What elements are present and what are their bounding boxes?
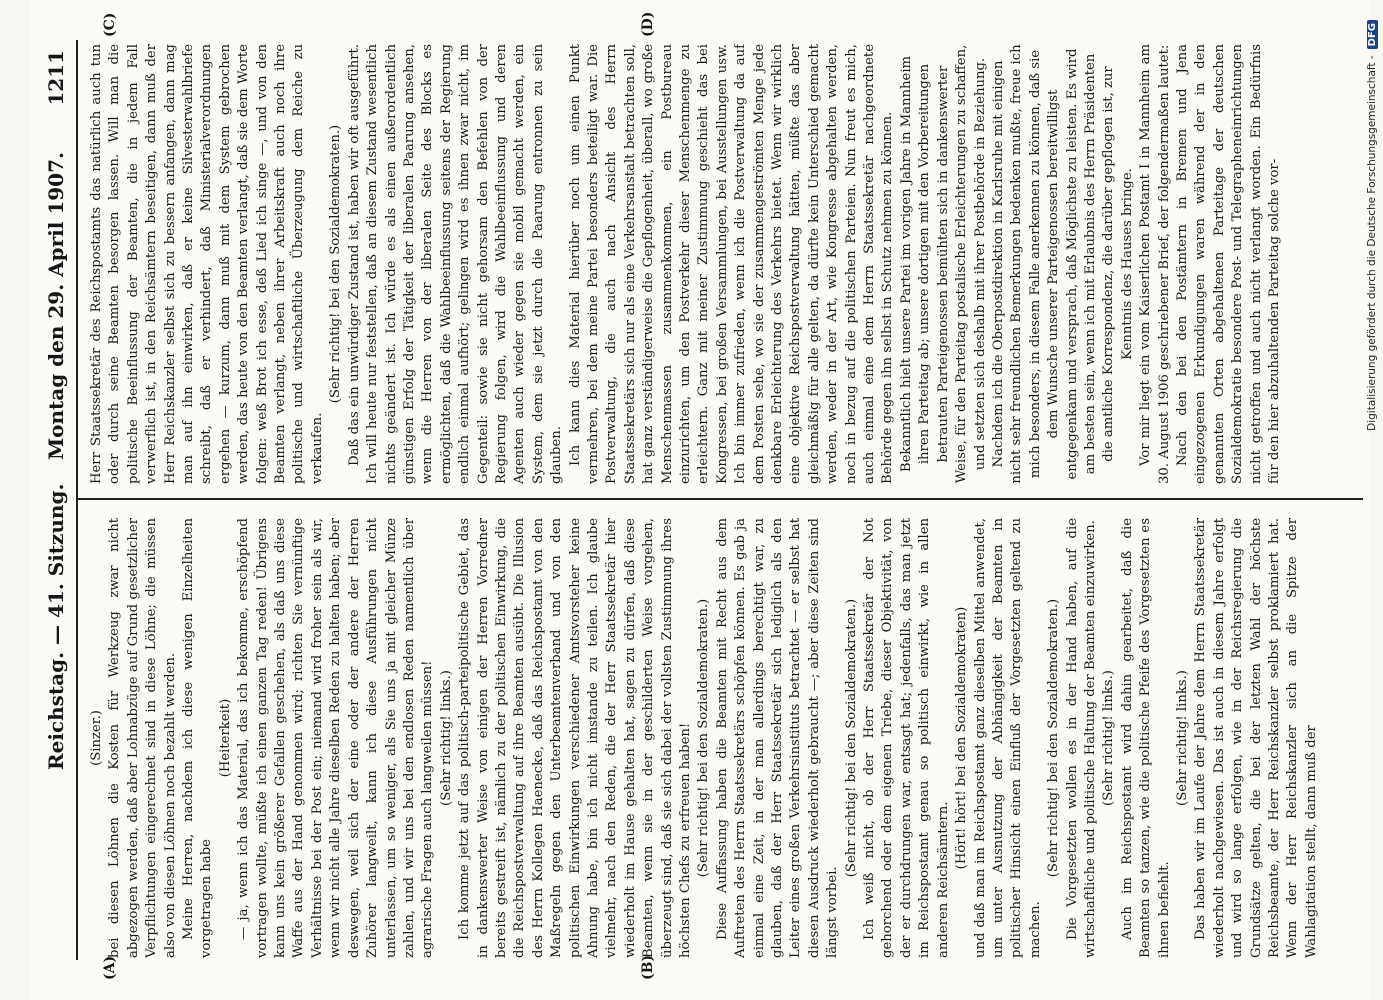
interjection: (Sinzer.): [89, 710, 104, 766]
running-head-right: Montag den 29. April 1907.: [44, 152, 68, 460]
paragraph: Herr Staatssekretär des Reichspostamts das natürlich auch tun oder durch seine Beamten besorgen lassen. Will man die politische Beeinflussung der Beamten, die in jedem Fall verwerflich ist, in den Reichsämtern beseitigen, dann muß der Herr Reichskanzler selbst sich zu bessern anfangen, dann mag man auf ihn einwirken, daß er keine Silvesterwahlbriefe schreibt, daß er verhindert, daß Ministerialverordnungen ergehen — kurzum, dann muß mit dem System gebrochen werden, das heute von den Beamten verlangt, daß sie dem Worte folgen: weß Brot ich esse, deß Lied ich singe —, und von den Beamten verlangt, neben ihrer Arbeitskraft auch noch ihre politische und wirtschaftliche Überzeugung dem Reiche zu verkaufen.: [89, 44, 325, 484]
right-column: [88, 44, 1358, 484]
running-head-left: Reichstag. — 41. Sitzung.: [44, 483, 68, 770]
margin-marker-d: (D): [640, 11, 656, 37]
interjection: (Hört! hört! bei den Sozialdemokraten): [954, 606, 970, 870]
paragraph: und daß man im Reichspostamt ganz dieselben Mittel anwendet, um unter Ausnutzung der Abhängigkeit der Beamten in politischer Hinsicht einen Einfluß der Vorgesetzten geltend zu machen.: [972, 518, 1043, 958]
interjection: (Sehr richtig! links.): [438, 670, 454, 806]
paragraph: Meine Herren, nachdem ich diese wenigen Einzelheiten vorgetragen habe: [181, 518, 215, 958]
paragraph: Auch im Reichspostamt wird dahin gearbeitet, daß die Beamten so tanzen, wie die politische Pfeife des Vorgesetzten es ihnen befiehlt.: [1119, 518, 1172, 958]
paragraph: Die Vorgesetzten wollen es in der Hand haben, auf die wirtschaftliche und politische Haltung der Beamten einzuwirken.: [1064, 518, 1098, 958]
paragraph: — ja, wenn ich das Material, das ich bekomme, erschöpfend vortragen wollte, müßte ich einen ganzen Tag reden! Übrigens kann uns kein größerer Gefallen geschehen, als daß uns diese Waffe aus der Hand genommen wird; richten Sie vernünftige Verhältnisse bei der Post ein; niemand wird froher sein als wir, wenn wir nicht alle Jahre dieselben Reden zu halten haben; aber deswegen, weil sich der eine oder der andere der Herren Zuhörer langweilt, kann ich diese Ausführungen nicht unterlassen, um so weniger, als Sie uns ja mit gleicher Münze zahlen, und wir uns bei den endlosen Reden namentlich über agrarische Fragen auch langweilen müssen!: [236, 518, 436, 958]
dfg-logo: DFG: [1367, 20, 1378, 49]
paragraph: Ich weiß nicht, ob der Herr Staatssekretär der Not gehorchend oder dem eigenen Triebe, dieser Objektivität, von der er durchdrungen war, entsagt hat; jedenfalls, das man jetzt im Reichspostamt genau so politisch einwirkt, wie in allen anderen Reichsämtern.: [862, 518, 951, 958]
interjection: (Sehr richtig! bei den Sozialdemokraten.): [1046, 598, 1062, 878]
interjection: (Heiterkeit): [217, 698, 233, 778]
header-rule: [76, 40, 78, 960]
margin-marker-a: (A): [102, 955, 118, 980]
paragraph: Vor mir liegt ein vom Kaiserlichen Postamt I in Mannheim am 30. August 1906 geschriebener Brief, der folgendermaßen lautet:: [1138, 44, 1172, 484]
interjection: Bekanntlich hielt unsere Partei im vorigen Jahre in Mannheim ihren Parteitag ab; unsere dortigen mit den Vorbereitungen betrauten Parteigenossen bemühten sich in dankenswerter Weise, für den Parteitag postalische Erleichterungen zu schaffen, und setzten sich deshalb mit ihrer Postbehörde in Beziehung. Nachdem ich die Oberpostdirektion in Karlsruhe mit einigen nicht sehr freundlichen Bemerkungen bedenken mußte, freue ich mich besonders, in diesem Falle anerkennen zu können, daß sie dem Wunsche unserer Parteigenossen bereitwilligst entgegenkam und versprach, daß Möglichste zu leisten. Es wird am besten sein, wenn ich mit Erlaubnis des Herrn Präsidenten die amtliche Korrespondenz, die darüber gepflogen ist, zur Kenntnis des Hauses bringe.: [898, 44, 1135, 484]
paragraph: Nach den bei den Postämtern in Bremen und Jena eingezogenen Erkundigungen waren während der in den genannten Orten abgehaltenen Parteitage der deutschen Sozialdemokratie besondere Post- und Telegrapheneinrichtungen nicht getroffen und auch nicht verlangt worden. Ein Bedürfnis für den hier abzuhaltenden Parteitag solche vor-: [1174, 44, 1282, 484]
paragraph: Daß das ein unwürdiger Zustand ist, haben wir oft ausgeführt. Ich will heute nur feststellen, daß an diesem Zustand wesentlich nichts geändert ist. Ich würde es als einen außerordentlich günstigen Erfolg der Tätigkeit der liberalen Paarung ansehen, wenn die Herren von der liberalen Seite des Blocks es ermöglichten, daß die Wahlbeeinflussung seitens der Regierung endlich einmal aufhört; gelingen wird es ihnen zwar nicht, im Gegenteil: sowie sie nicht gehorsam den Befehlen von der Regierung folgen, wird die Wahlbeeinflussung und deren Agenten auch wieder gegen sie mobil gemacht werden, ein System, dem sie jetzt durch die Paarung entronnen zu sein glauben.: [346, 44, 565, 484]
margin-marker-c: (C): [102, 12, 118, 37]
interjection: (Sehr richtig! links.): [1101, 670, 1117, 806]
interjection: (Sehr richtig! links.): [1174, 670, 1190, 806]
document-page: [30, 0, 1370, 1000]
paragraph: Das haben wir im Laufe der Jahre dem Herrn Staatssekretär wiederholt nachgewiesen. Das ist auch in diesem Jahre erfolgt und wird so lange erfolgen, wie in der Reichsregierung die Grundsätze gelten, die bei der letzten Wahl der höchste Reichsbeamte, der Herr Reichskanzler selbst proklamiert hat. Wenn der Herr Reichskanzler sich an die Spitze der Wahlagitation stellt, dann muß der: [1193, 518, 1319, 958]
paragraph: Ich komme jetzt auf das politisch-parteipolitische Gebiet, das in dankenswerter Weise von einigen der Herren Vorredner bereits gestreift ist, nämlich zu der politischen Einwirkung, die die Reichspostverwaltung auf ihre Beamten ausübt. Die Illusion des Herrn Kollegen Haenecke, daß das Reichspostamt von den Maßregeln gegen den Unterbeamtenverband und von den politischen Einwirkungen verschiedener Amtsvorsteher keine Ahnung habe, bin ich nicht imstande zu teilen. Ich glaube vielmehr, nach den Reden, die der Herr Staatssekretär hier wiederholt im Hause gehalten hat, sagen zu dürfen, daß diese Beamten, wenn sie in der geschilderten Weise vorgehen, überzeugt sind, daß sie sich dabei der vollsten Zustimmung ihres höchsten Chefs zu erfreuen haben!: [457, 518, 693, 958]
margin-marker-b: (B): [640, 954, 656, 980]
interjection: (Sehr richtig! bei den Sozialdemokraten.): [843, 598, 859, 878]
paragraph: Diese Auffassung haben die Beamten mit Recht aus dem Auftreten des Herrn Staatssekretärs schöpfen können. Es gab ja einmal eine Zeit, in der man allerdings berechtigt war, zu glauben, daß der Herr Staatssekretär sich lediglich als den Leiter eines großen Verkehrsinstituts betrachtet — er selbst hat diesen Ausdruck wiederholt gebraucht —; aber diese Zeiten sind längst vorbei.: [714, 518, 841, 958]
credit-text: Digitalisierung gefördert durch die Deutsche Forschungsgemeinschaft -: [1366, 55, 1378, 431]
interjection: (Sehr richtig! bei den Sozialdemokraten.): [696, 598, 712, 878]
page-number: 1211: [44, 50, 68, 106]
page-header: [44, 40, 74, 960]
paragraph: Ich kann dies Material hierüber noch um einen Punkt vermehren, bei dem meine Partei besonders beteiligt war. Die Postverwaltung, die auch nach Ansicht des Herrn Staatssekretärs sich nur als eine Verkehrsanstalt betrachten soll, hat ganz verständigerweise die Gepflogenheit, überall, wo große Menschenmassen zusammenkommen, ein Postbureau einzurichten, um den Postverkehr dieser Menschenmenge zu erleichtern. Ganz mit meiner Zustimmung geschieht das bei Kongressen, bei großen Versammlungen, bei Ausstellungen usw. Ich bin immer zufrieden, wenn ich die Postverwaltung da auf dem Posten sehe, wo sie der zusammengeströmten Menge jede denkbare Erleichterung des Verkehrs bietet. Wenn wir wirklich eine objektive Reichspostverwaltung hätten, müßte das aber gleichmäßig für alle gelten, da dürfte kein Unterschied gemacht werden, weder in der Art, wie Kongresse abgehalten werden, noch in bezug auf die politischen Parteien. Nun freut es mich, auch einmal eine dem Herrn Staatssekretär nachgeordnete Behörde gegen ihn selbst in Schutz nehmen zu können.: [567, 44, 896, 484]
left-column: [88, 518, 1358, 958]
column-divider: [78, 498, 1363, 500]
interjection: (Sehr richtig! bei den Sozialdemokraten.): [328, 124, 344, 404]
paragraph: bei diesen Löhnen die Kosten für Werkzeug zwar nicht abgezogen werden, daß aber Lohnabzüge auf Grund gesetzlicher Verpflichtungen eingerechnet sind in diese Löhne; die müssen also von diesen Löhnen noch bezahlt werden.: [107, 518, 178, 958]
digitization-credit: [1362, 0, 1382, 1000]
